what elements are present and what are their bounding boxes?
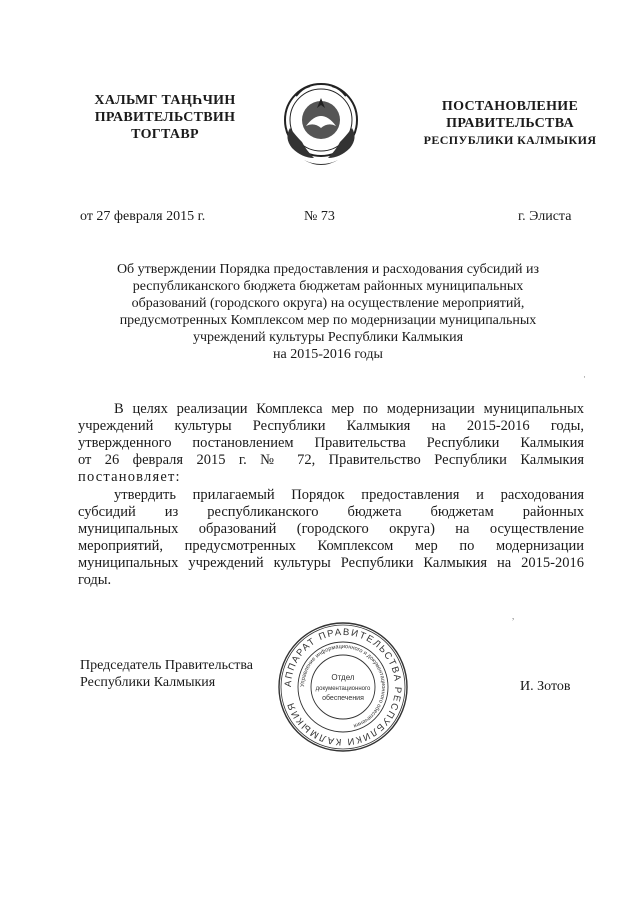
title-line: Об утверждении Порядка предоставления и расходования субсидий из xyxy=(116,262,540,277)
paragraph-line: В целях реализации Комплекса мер по модернизации муниципальных xyxy=(114,401,584,417)
title-line: образований (городского округа) на осуществление мероприятий, xyxy=(131,296,525,311)
stamp-center-line-3: обеспечения xyxy=(322,695,364,702)
header-left-kalmyk xyxy=(80,92,250,143)
body-paragraph-1 xyxy=(78,401,584,486)
paragraph-line: муниципальных образований (городского округа) на осуществление xyxy=(78,521,584,537)
header-right-line-3: РЕСПУБЛИКИ КАЛМЫКИЯ xyxy=(423,133,597,147)
header-left-line-1: ХАЛЬМГ ТАҢҺЧИН xyxy=(94,93,236,108)
signatory-position-line-1: Председатель Правительства xyxy=(80,658,253,673)
stamp-inner-text: Управление информационного и документационного обеспечения xyxy=(299,643,387,729)
header-right-line-1: ПОСТАНОВЛЕНИЕ xyxy=(441,99,579,114)
header-right-line-2: ПРАВИТЕЛЬСТВА xyxy=(446,116,574,131)
title-line: на 2015-2016 годы xyxy=(273,347,383,362)
document-number: № 73 xyxy=(304,209,335,224)
paragraph-line: учреждений культуры Республики Калмыкия на 2015-2016 годы, xyxy=(78,418,584,434)
official-stamp xyxy=(276,620,410,754)
title-line: предусмотренных Комплексом мер по модернизации муниципальных xyxy=(119,313,537,328)
paragraph-line: годы. xyxy=(78,572,112,588)
paragraph-line: от 26 февраля 2015 г. № 72, Правительство Республики Калмыкия xyxy=(78,452,584,468)
document-city: г. Элиста xyxy=(518,209,572,224)
header-right-russian xyxy=(410,98,610,149)
body-paragraph-2 xyxy=(78,487,584,589)
coat-of-arms-icon xyxy=(276,78,366,172)
paragraph-line: муниципальных учреждений культуры Республики Калмыкия на 2015-2016 xyxy=(78,555,584,571)
signatory-name: И. Зотов xyxy=(520,679,571,694)
scan-mark: , xyxy=(512,611,515,621)
stamp-outer-text: АППАРАТ ПРАВИТЕЛЬСТВА РЕСПУБЛИКИ КАЛМЫКИЯ xyxy=(282,626,404,748)
paragraph-line: мероприятий, предусмотренных Комплексом мер по модернизации xyxy=(78,538,584,554)
header-left-line-3: ТОГТАВР xyxy=(131,127,199,142)
paragraph-line: субсидий из республиканского бюджета бюджетам районных xyxy=(78,504,584,520)
stamp-center-line-2: документационного xyxy=(315,686,371,692)
scan-dot: · xyxy=(583,372,586,382)
stamp-center-line-1: Отдел xyxy=(331,673,355,682)
paragraph-line: утвердить прилагаемый Порядок предоставления и расходования xyxy=(114,487,584,503)
header-left-line-2: ПРАВИТЕЛЬСТВИН xyxy=(94,110,236,125)
title-line: учреждений культуры Республики Калмыкия xyxy=(192,330,464,345)
paragraph-line: утвержденного постановлением Правительства Республики Калмыкия xyxy=(78,435,584,451)
title-line: республиканского бюджета бюджетам районных муниципальных xyxy=(132,279,524,294)
paragraph-line: постановляет: xyxy=(78,469,181,485)
signatory-position-line-2: Республики Калмыкия xyxy=(80,675,216,690)
signatory-position xyxy=(80,657,253,691)
document-date: от 27 февраля 2015 г. xyxy=(80,209,206,224)
document-title xyxy=(80,261,576,363)
